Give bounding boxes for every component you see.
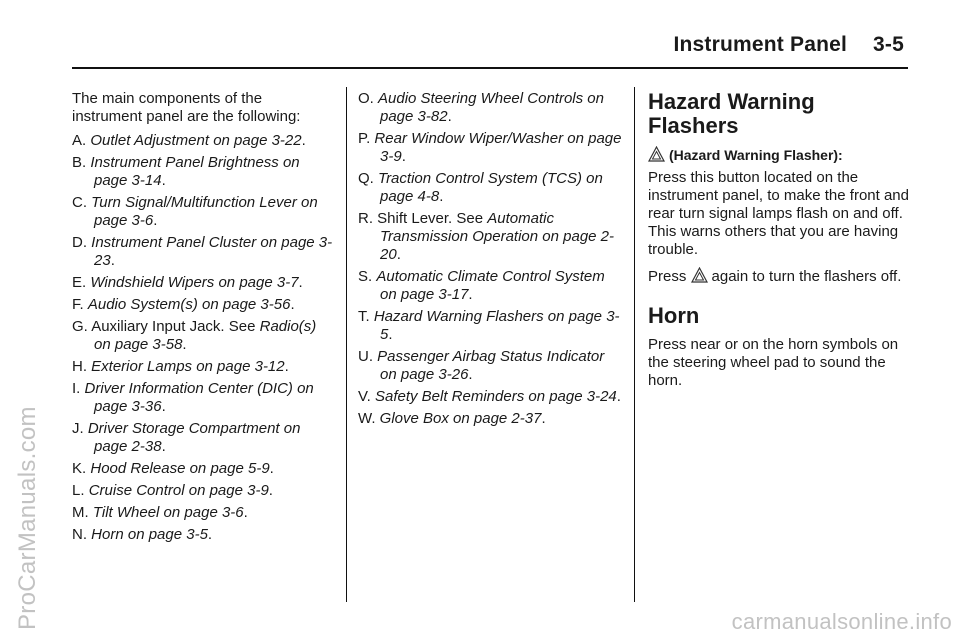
column-divider-2: [634, 87, 635, 602]
item-label: R.: [358, 210, 373, 227]
item-label: C.: [72, 194, 87, 211]
item-page-reference[interactable]: Exterior Lamps on page 3-12: [91, 358, 285, 375]
header-title: Instrument Panel: [673, 33, 848, 56]
item-label: A.: [72, 132, 87, 149]
item-label: M.: [72, 504, 89, 521]
component-list-2: [358, 90, 624, 428]
item-label: I.: [72, 380, 81, 397]
item-page-reference[interactable]: Audio Steering Wheel Controls on page 3-82: [378, 90, 604, 125]
item-label: G.: [72, 318, 88, 335]
intro-text: The main components of the instrument panel are the following:: [72, 90, 301, 125]
item-page-reference[interactable]: Turn Signal/Multifunction Lever on page 3-6: [91, 194, 318, 229]
item-page-reference[interactable]: Driver Storage Compartment on page 2-38: [87, 420, 301, 455]
item-page-reference[interactable]: Safety Belt Reminders on page 3-24: [374, 388, 617, 405]
item-page-reference[interactable]: Rear Window Wiper/Washer on page 3-9: [374, 130, 622, 165]
component-item: E. Windshield Wipers on page 3-7.: [72, 274, 303, 291]
item-label: E.: [72, 274, 87, 291]
item-label: N.: [72, 526, 87, 543]
item-label: V.: [358, 388, 371, 405]
component-item: K. Hood Release on page 5-9.: [72, 460, 274, 477]
item-page-reference[interactable]: Traction Control System (TCS) on page 4-8: [378, 170, 603, 205]
horn-heading: Horn: [648, 303, 700, 328]
watermark-bottom: carmanualsonline.info: [731, 609, 952, 634]
component-list-1: [72, 132, 334, 544]
item-page-reference[interactable]: Windshield Wipers on page 3-7: [90, 274, 299, 291]
item-label: J.: [72, 420, 84, 437]
item-page-reference[interactable]: Audio System(s) on page 3-56: [87, 296, 291, 313]
column-1: [72, 90, 334, 548]
item-label: T.: [358, 308, 370, 325]
press-after: again to turn the flashers off.: [711, 268, 902, 285]
item-text: Auxiliary Input Jack. See: [91, 318, 256, 335]
press-before: Press: [648, 268, 687, 285]
item-label: Q.: [358, 170, 374, 187]
hazard-triangle-icon: [648, 146, 665, 167]
column-divider-1: [346, 87, 347, 602]
component-item: H. Exterior Lamps on page 3-12.: [72, 358, 289, 375]
item-page-reference[interactable]: Cruise Control on page 3-9: [88, 482, 269, 499]
component-item: V. Safety Belt Reminders on page 3-24.: [358, 388, 621, 405]
hazard-heading: Hazard Warning Flashers: [648, 89, 815, 138]
component-item: F. Audio System(s) on page 3-56.: [72, 296, 295, 313]
header-rule: [72, 67, 908, 69]
item-label: H.: [72, 358, 87, 375]
component-item: B. Instrument Panel Brightness on page 3-14.: [72, 154, 300, 189]
component-item: L. Cruise Control on page 3-9.: [72, 482, 273, 499]
hazard-icon-label: (Hazard Warning Flasher):: [669, 147, 843, 163]
item-label: O.: [358, 90, 374, 107]
header-section-number: 3-5: [873, 33, 904, 56]
component-item: U. Passenger Airbag Status Indicator on page 3-26.: [358, 348, 605, 383]
component-item: I. Driver Information Center (DIC) on page 3-36.: [72, 380, 314, 415]
item-page-reference[interactable]: Hood Release on page 5-9: [90, 460, 270, 477]
item-page-reference[interactable]: Automatic Transmission Operation on page 2-20: [380, 210, 615, 263]
item-page-reference[interactable]: Instrument Panel Brightness on page 3-14: [90, 154, 300, 189]
component-item: W. Glove Box on page 2-37.: [358, 410, 546, 427]
item-page-reference[interactable]: Driver Information Center (DIC) on page 3-36: [84, 380, 314, 415]
item-label: F.: [72, 296, 84, 313]
component-item: M. Tilt Wheel on page 3-6.: [72, 504, 248, 521]
item-page-reference[interactable]: Outlet Adjustment on page 3-22: [90, 132, 302, 149]
hazard-body: Press this button located on the instrument panel, to make the front and rear turn signal lamps flash on and off. This warns others that you are having trouble.: [648, 169, 909, 258]
component-item: P. Rear Window Wiper/Washer on page 3-9.: [358, 130, 622, 165]
item-label: L.: [72, 482, 85, 499]
hazard-press-line: [648, 267, 910, 288]
item-label: B.: [72, 154, 87, 171]
item-label: P.: [358, 130, 371, 147]
item-page-reference[interactable]: Passenger Airbag Status Indicator on page 3-26: [377, 348, 605, 383]
item-page-reference[interactable]: Radio(s) on page 3-58: [94, 318, 317, 353]
component-item: T. Hazard Warning Flashers on page 3-5.: [358, 308, 620, 343]
component-item: J. Driver Storage Compartment on page 2-38.: [72, 420, 301, 455]
item-page-reference[interactable]: Tilt Wheel on page 3-6: [92, 504, 244, 521]
component-item: G. Auxiliary Input Jack. See Radio(s) on page 3-58.: [72, 318, 317, 353]
component-item: S. Automatic Climate Control System on page 3-17.: [358, 268, 605, 303]
component-item: A. Outlet Adjustment on page 3-22.: [72, 132, 306, 149]
item-label: S.: [358, 268, 373, 285]
item-page-reference[interactable]: Glove Box on page 2-37: [379, 410, 542, 427]
item-page-reference[interactable]: Automatic Climate Control System on page 3-17: [376, 268, 605, 303]
item-page-reference[interactable]: Horn on page 3-5: [91, 526, 208, 543]
item-label: D.: [72, 234, 87, 251]
component-item: R. Shift Lever. See Automatic Transmission Operation on page 2-20.: [358, 210, 615, 263]
column-3: [648, 90, 910, 398]
item-page-reference[interactable]: Instrument Panel Cluster on page 3-23: [91, 234, 333, 269]
component-item: Q. Traction Control System (TCS) on page 4-8.: [358, 170, 603, 205]
page-header: [673, 33, 904, 57]
component-item: N. Horn on page 3-5.: [72, 526, 213, 543]
watermark-left: ProCarManuals.com: [14, 406, 41, 630]
item-label: K.: [72, 460, 87, 477]
horn-body: Press near or on the horn symbols on the steering wheel pad to sound the horn.: [648, 336, 899, 389]
hazard-triangle-icon-inline: [691, 267, 708, 288]
item-page-reference[interactable]: Hazard Warning Flashers on page 3-5: [373, 308, 620, 343]
column-2: [358, 90, 624, 432]
item-label: U.: [358, 348, 373, 365]
item-text: Shift Lever. See: [377, 210, 484, 227]
component-item: O. Audio Steering Wheel Controls on page 3-82.: [358, 90, 604, 125]
item-label: W.: [358, 410, 376, 427]
component-item: D. Instrument Panel Cluster on page 3-23.: [72, 234, 333, 269]
component-item: C. Turn Signal/Multifunction Lever on page 3-6.: [72, 194, 318, 229]
hazard-icon-line: [648, 146, 910, 167]
